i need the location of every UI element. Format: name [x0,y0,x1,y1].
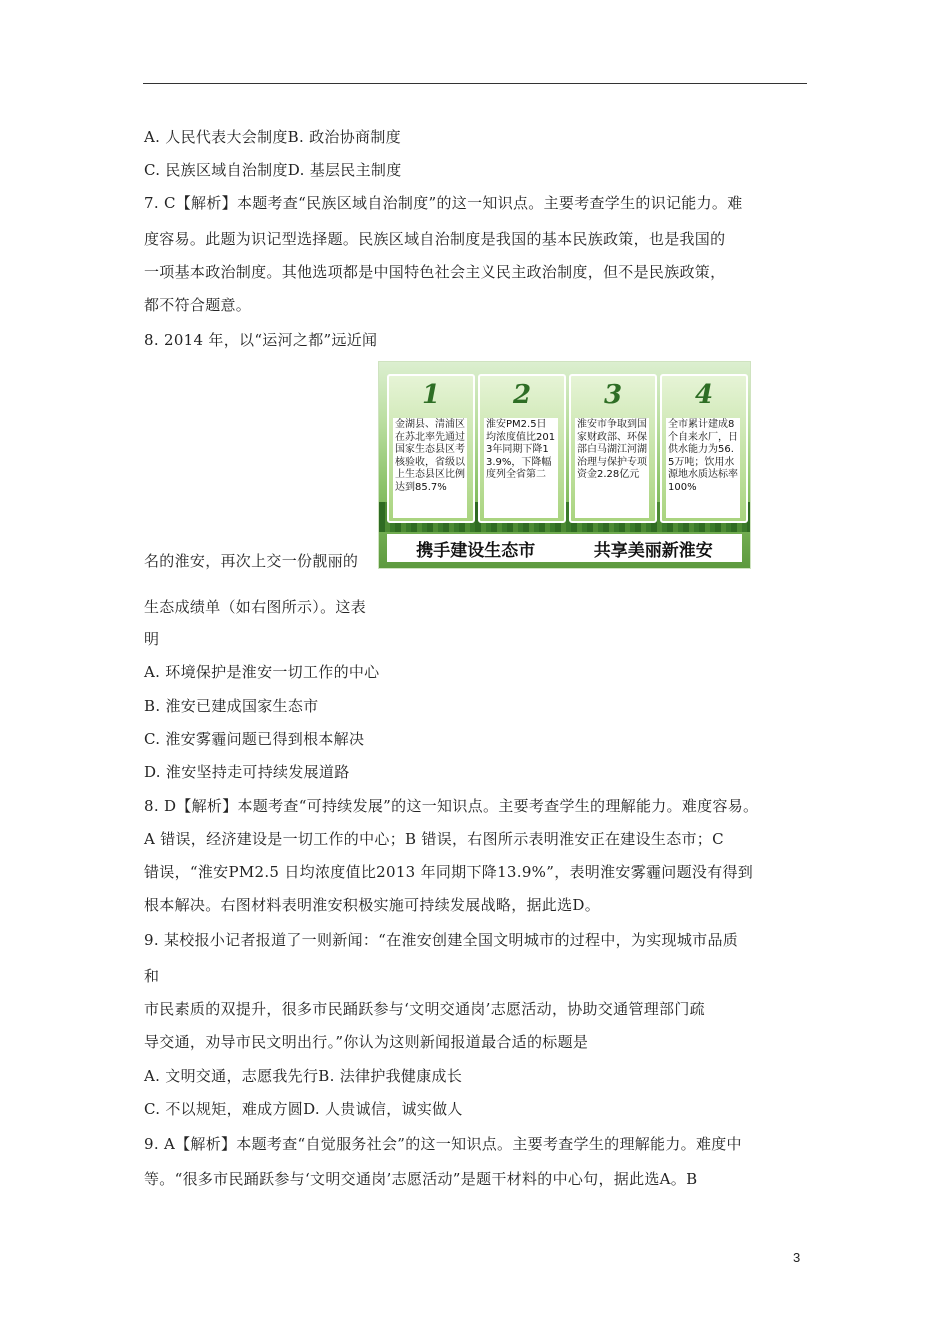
poster-panel-4 [660,374,748,523]
poster-panel-2 [478,374,566,523]
ecology-poster-image [378,361,751,569]
panel-number: 4 [694,380,714,410]
q8-analysis-line: 8. D【解析】本题考查“可持续发展”的这一知识点。主要考查学生的理解能力。难度容易。 [144,797,759,815]
q8-analysis-line: 根本解决。右图材料表明淮安积极实施可持续发展战略，据此选D。 [144,896,601,914]
q9-analysis-line: 9. A【解析】本题考查“自觉服务社会”的这一知识点。主要考查学生的理解能力。难度中 [144,1135,742,1153]
q8-stem-line: 名的淮安，再次上交一份靓丽的 [144,552,359,570]
poster-panel-1 [387,374,475,523]
q9-options-ab: A. 文明交通，志愿我先行B. 法律护我健康成长 [144,1067,463,1085]
panel-text: 金湖县、清浦区在苏北率先通过国家生态县区考核验收，省级以上生态县区比例达到85.7% [393,418,467,518]
q9-stem-line: 和 [144,967,160,985]
q9-options-cd: C. 不以规矩，难成方圆D. 人贵诚信，诚实做人 [144,1100,463,1118]
banner-left-slogan: 携手建设生态市 [416,540,536,561]
poster-panel-3 [569,374,657,523]
q9-analysis-line: 等。“很多市民踊跃参与‘文明交通岗’志愿活动”是题干材料的中心句，据此选A。B [144,1170,698,1188]
q9-stem-line: 市民素质的双提升，很多市民踊跃参与‘文明交通岗’志愿活动，协助交通管理部门疏 [144,1000,705,1018]
q7-analysis-line: 7. C【解析】本题考查“民族区域自治制度”的这一知识点。主要考查学生的识记能力。难 [144,194,743,212]
q8-analysis-line: A 错误，经济建设是一切工作的中心；B 错误，右图所示表明淮安正在建设生态市；C [144,830,724,848]
panel-number: 2 [512,380,532,410]
q7-analysis-line: 都不符合题意。 [144,296,252,314]
panel-text: 全市累计建成8个自来水厂，日供水能力为56.5万吨；饮用水源地水质达标率100% [666,418,740,518]
q8-option-c: C. 淮安雾霾问题已得到根本解决 [144,730,365,748]
q7-analysis-line: 度容易。此题为识记型选择题。民族区域自治制度是我国的基本民族政策，也是我国的 [144,230,726,248]
page-number: 3 [793,1250,801,1265]
poster-banner [387,534,742,562]
q6-options-ab: A. 人民代表大会制度B. 政治协商制度 [144,128,401,146]
q8-option-a: A. 环境保护是淮安一切工作的中心 [144,663,380,681]
q9-stem-line: 导交通，劝导市民文明出行。”你认为这则新闻报道最合适的标题是 [144,1033,589,1051]
q8-stem-line: 8. 2014 年，以“运河之都”远近闻 [144,331,378,349]
panel-text: 淮安PM2.5日均浓度值比2013年同期下降13.9%，下降幅度列全省第二 [484,418,558,518]
q8-option-b: B. 淮安已建成国家生态市 [144,697,319,715]
q6-options-cd: C. 民族区域自治制度D. 基层民主制度 [144,161,402,179]
header-rule [143,83,807,84]
q8-option-d: D. 淮安坚持走可持续发展道路 [144,763,350,781]
banner-right-slogan: 共享美丽新淮安 [593,540,713,561]
q9-stem-line: 9. 某校报小记者报道了一则新闻：“在淮安创建全国文明城市的过程中，为实现城市品质 [144,931,739,949]
q8-stem-line: 明 [144,630,160,648]
q8-stem-line: 生态成绩单（如右图所示）。这表 [144,598,367,616]
q7-analysis-line: 一项基本政治制度。其他选项都是中国特色社会主义民主政治制度，但不是民族政策， [144,263,726,281]
q8-analysis-line: 错误，“淮安PM2.5 日均浓度值比2013 年同期下降13.9%”，表明淮安雾霾问题没有得到 [144,863,754,881]
panel-number: 1 [421,380,441,410]
panel-number: 3 [603,380,623,410]
panel-text: 淮安市争取到国家财政部、环保部白马湖江河湖治理与保护专项资金2.28亿元 [575,418,649,518]
